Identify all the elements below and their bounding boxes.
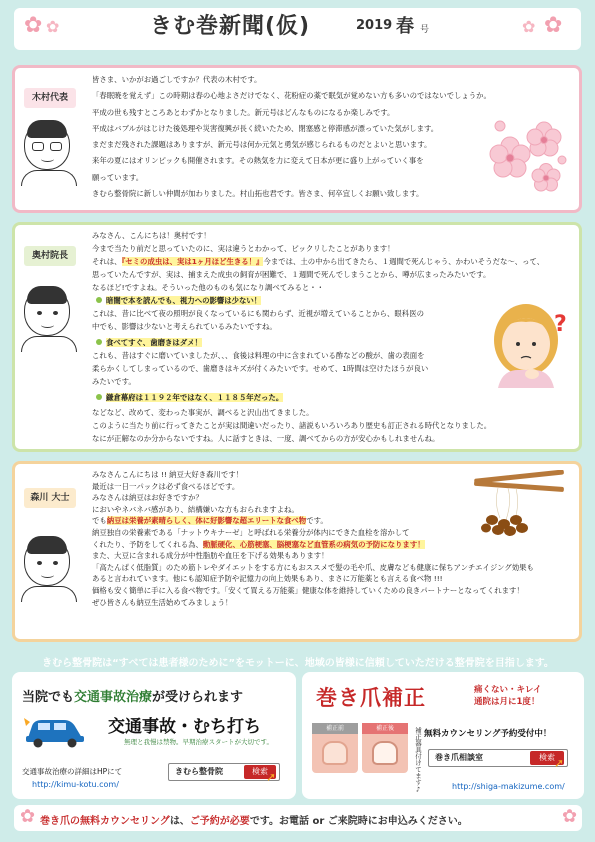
fact-body <box>92 307 424 333</box>
flower-icon: ✿ <box>544 13 563 38</box>
highlight-cicada: 『セミの成虫は、実は1ヶ月ほど生きる！』 <box>121 257 264 266</box>
text-line: が受けられます <box>152 690 244 705</box>
okumura-closing <box>92 406 491 445</box>
text-line: 来年の夏にはオリンピックも開催されます。その熱気を力に変えて日本が更に盛り上がっていく事を <box>92 156 424 166</box>
cherry-blossom-illustration <box>480 108 572 200</box>
issue-year: 2019 <box>356 18 393 33</box>
text-line: それは、 <box>92 257 122 266</box>
accident-title: 交通事故・むち打ち <box>108 717 261 737</box>
text-line: 皆さま、いかがお過ごしですか？代表の木村です。 <box>92 75 262 84</box>
author-name-morikawa: 森川 大士 <box>24 488 76 508</box>
morikawa-message <box>92 469 534 608</box>
text-line: あると言われています。他にも認知症予防や記憶力の向上効果もあり、まさに万能薬とも言える食べ物 !!! <box>92 574 443 584</box>
flower-icon: ✿ <box>562 806 578 827</box>
text-line: きむら整骨院に新しい仲間が加わりました。村山拓也君です。皆さま、何卒宜しくお願い致します。 <box>92 189 424 199</box>
fact-heading <box>96 391 283 404</box>
nail-title: 巻き爪補正 <box>316 686 426 710</box>
issue-suffix: 号 <box>420 25 430 35</box>
text-line: これは、昔に比べて夜の照明が良くなっているにも関わらず、近視が増えていることから、眼科医の <box>92 309 424 318</box>
text-line: 柔らかくしてしまっているので、歯磨きはキズが付くみたいです。せめて、1時間は空けたほうが良い <box>92 364 429 373</box>
cursor-icon: ➚ <box>554 756 565 770</box>
avatar-body <box>21 586 77 602</box>
tagline-row <box>474 696 542 708</box>
okumura-intro <box>92 229 544 294</box>
text-line: などなど、改めて、変わった事実が、調べると沢山出てきました。 <box>92 408 314 417</box>
text-line: なにが正解なのか分からないですね。人に話すときは、一度、調べてからの方が安心かもしれませんね。 <box>92 434 440 443</box>
counseling-text: 無料カウンセリング予約受付中！ <box>424 729 552 739</box>
nail-side-note: 補正器具付けてます♪ <box>414 727 422 794</box>
text-line: 価格も安く簡単に手に入る食べ物です。「安くて買える万能薬」健康な体を維持していくための良きパートナーとなってくれます！ <box>92 585 524 595</box>
text-line: また、大豆に含まれる成分が中性脂肪や血圧を下げる効果もあります！ <box>92 551 329 561</box>
flower-icon: ✿ <box>522 17 536 36</box>
fact-title: 暗闇で本を読んでも、視力への影響は少ない！ <box>106 296 262 305</box>
accident-note: 交通事故治療の詳細はHPにて <box>22 767 123 776</box>
avatar-body <box>21 170 77 186</box>
footer-notice <box>40 812 468 827</box>
fact-title: 鎌倉幕府は１１９２年ではなく、１１８５年だった。 <box>106 393 284 402</box>
avatar-morikawa <box>24 538 70 586</box>
question-mark: ? <box>554 312 567 337</box>
bullet-icon <box>96 339 102 345</box>
cicada-line <box>92 255 544 268</box>
cursor-icon: ➚ <box>266 770 277 784</box>
text-line: 平成の世も残すところあとわずかとなりました。新元号はどんなものになるか楽しみです。 <box>92 107 395 117</box>
text-line: 納豆独自の栄養素である「ナットウキナーゼ」と呼ばれる栄養分が体内にできた血栓を溶かして <box>92 527 410 537</box>
thinking-woman-illustration <box>488 288 576 388</box>
text-line: 今までは、土の中から出てきたら、１週間で死んじゃう、かわいそうだな～、って、 <box>263 257 545 266</box>
fact-heading <box>96 336 202 349</box>
natto-illustration <box>470 470 570 536</box>
text-line: です。 <box>306 516 328 526</box>
fact-heading <box>96 294 261 307</box>
author-name-kimura: 木村代表 <box>24 88 76 108</box>
text-line: は、 <box>169 816 190 827</box>
after-label: 補正後 <box>362 723 408 734</box>
text-line: です。お電話 or ご来院時にお申込みください。 <box>249 816 468 827</box>
text-line: においやネバネバ感があり、結構嫌いな方もおられますよね。 <box>92 504 299 514</box>
text-line: キレイ <box>516 685 542 695</box>
text-line: みたいです。 <box>92 377 136 386</box>
tagline-row <box>474 684 542 696</box>
search-button-nail[interactable]: 検索 <box>530 751 564 765</box>
text-line: このように当たり前に行ってきたことが実は間違いだったり、諸説もいろいろあり歴史も訂正される時代となりました。 <box>92 421 492 430</box>
highlight-natto: 納豆は栄養が素晴らしく、体に好影響な超エリートな食べ物 <box>106 516 307 526</box>
text-line: これも、昔はすぐに磨いていましたが、、、食後は料理の中に含まれている酢などの酸が、歯の表面を <box>92 351 425 360</box>
highlight-disease: 動脈硬化、心筋梗塞、脳梗塞など血管系の病気の予防になります！ <box>202 539 425 549</box>
text-line: 「高たんぱく低脂質」のため筋トレやダイエットをする方にもおススメで髪の毛や爪、皮膚なども健康に保ちアンチエイジング効果も <box>92 562 534 572</box>
search-query: 巻き爪相談室 <box>435 753 483 762</box>
text-line: でも <box>92 516 107 526</box>
text-line: 願っています。 <box>92 172 144 182</box>
author-name-okumura: 奥村院長 <box>24 246 76 266</box>
text-line: ご予約が必要 <box>189 816 250 827</box>
fact-body <box>92 349 428 388</box>
text-line: ！ <box>530 697 540 707</box>
car-crash-illustration <box>24 708 86 748</box>
fact-title: 食べてすぐ、歯磨きはダメ！ <box>106 338 202 347</box>
flower-icon: ✿ <box>24 13 43 38</box>
text-line: 「春眠暁を覚えず」この時期は春の心地よさだけでなく、花粉症の薬で眠気が覚めない方も多いのではないでしょうか。 <box>92 91 491 101</box>
text-line: 巻き爪の無料カウンセリング <box>40 816 170 827</box>
avatar-body <box>21 336 77 352</box>
issue-season: 春 <box>396 16 414 37</box>
text-line: 今まで当たり前だと思っていたのに、実は違うとわかって、ビックリしたことがあります！ <box>92 244 395 253</box>
nail-tagline <box>474 684 542 708</box>
text-line: 平成はバブルがはじけた後処理や災害復興が長く続いたため、閉塞感と停滞感が漂っていた気がします。 <box>92 123 439 133</box>
text-line: 痛くない・ <box>474 685 517 695</box>
text-line: ぜひ皆さんも納豆生活始めてみましょう！ <box>92 597 233 607</box>
text-line: 中でも、影響は少ないと考えられているみたいですね。 <box>92 322 277 331</box>
text-line: 当院でも <box>22 690 75 705</box>
avatar-kimura <box>24 122 70 170</box>
text-line: 最近は一日一パックは必ず食べるほどです。 <box>92 481 240 491</box>
disease-line <box>92 539 534 551</box>
newsletter-title: きむ巻新聞(仮) <box>150 14 311 39</box>
accident-headline <box>22 686 243 705</box>
nail-url-link[interactable]: http://shiga-makizume.com/ <box>452 782 565 791</box>
search-button-kimura[interactable]: 検索 <box>244 765 276 779</box>
text-line: みなさん、こんにちは！奥村です！ <box>92 231 211 240</box>
accident-url-link[interactable]: http://kimu-kotu.com/ <box>32 780 119 789</box>
text-line: 思っていたんですが、実は、捕まえた成虫の飼育が困難で、１週間で死んでしまうことから、噂が広まったみたいです。 <box>92 270 491 279</box>
text-line: くれたり、予防をしてくれる為、 <box>92 539 203 549</box>
text-line: 月に1度 <box>499 697 531 707</box>
accident-keyword: 交通事故治療 <box>74 690 153 705</box>
accident-subtitle: 無理と我慢は禁物。早期治療スタートが大切です。 <box>124 738 273 746</box>
bullet-icon <box>96 394 102 400</box>
natto-highlight-line <box>92 515 534 527</box>
text-line: 通院は <box>474 697 500 707</box>
kimura-message <box>92 72 491 202</box>
flower-icon: ✿ <box>20 806 36 827</box>
text-line: みなさんこんにちは !! 納豆大好き森川です！ <box>92 470 244 479</box>
avatar-okumura <box>24 288 70 336</box>
bullet-icon <box>96 297 102 303</box>
before-label: 補正前 <box>312 723 358 734</box>
clinic-motto: きむら整骨院は“すべては患者様のために”をモットーに、地域の皆様に信頼していただける整骨院を目指します。 <box>42 658 554 669</box>
search-query: きむら整骨院 <box>175 767 223 776</box>
text-line: まだまだ残された課題はありますが、新元号は何か元気と勇気が感じられるものだとよいと思います。 <box>92 140 432 150</box>
flower-icon: ✿ <box>46 17 60 36</box>
text-line: なるほど!ですよね。そういった他のものも気になり調べてみると・・ <box>92 283 325 292</box>
text-line: みなさんは納豆はお好きですか？ <box>92 493 203 503</box>
